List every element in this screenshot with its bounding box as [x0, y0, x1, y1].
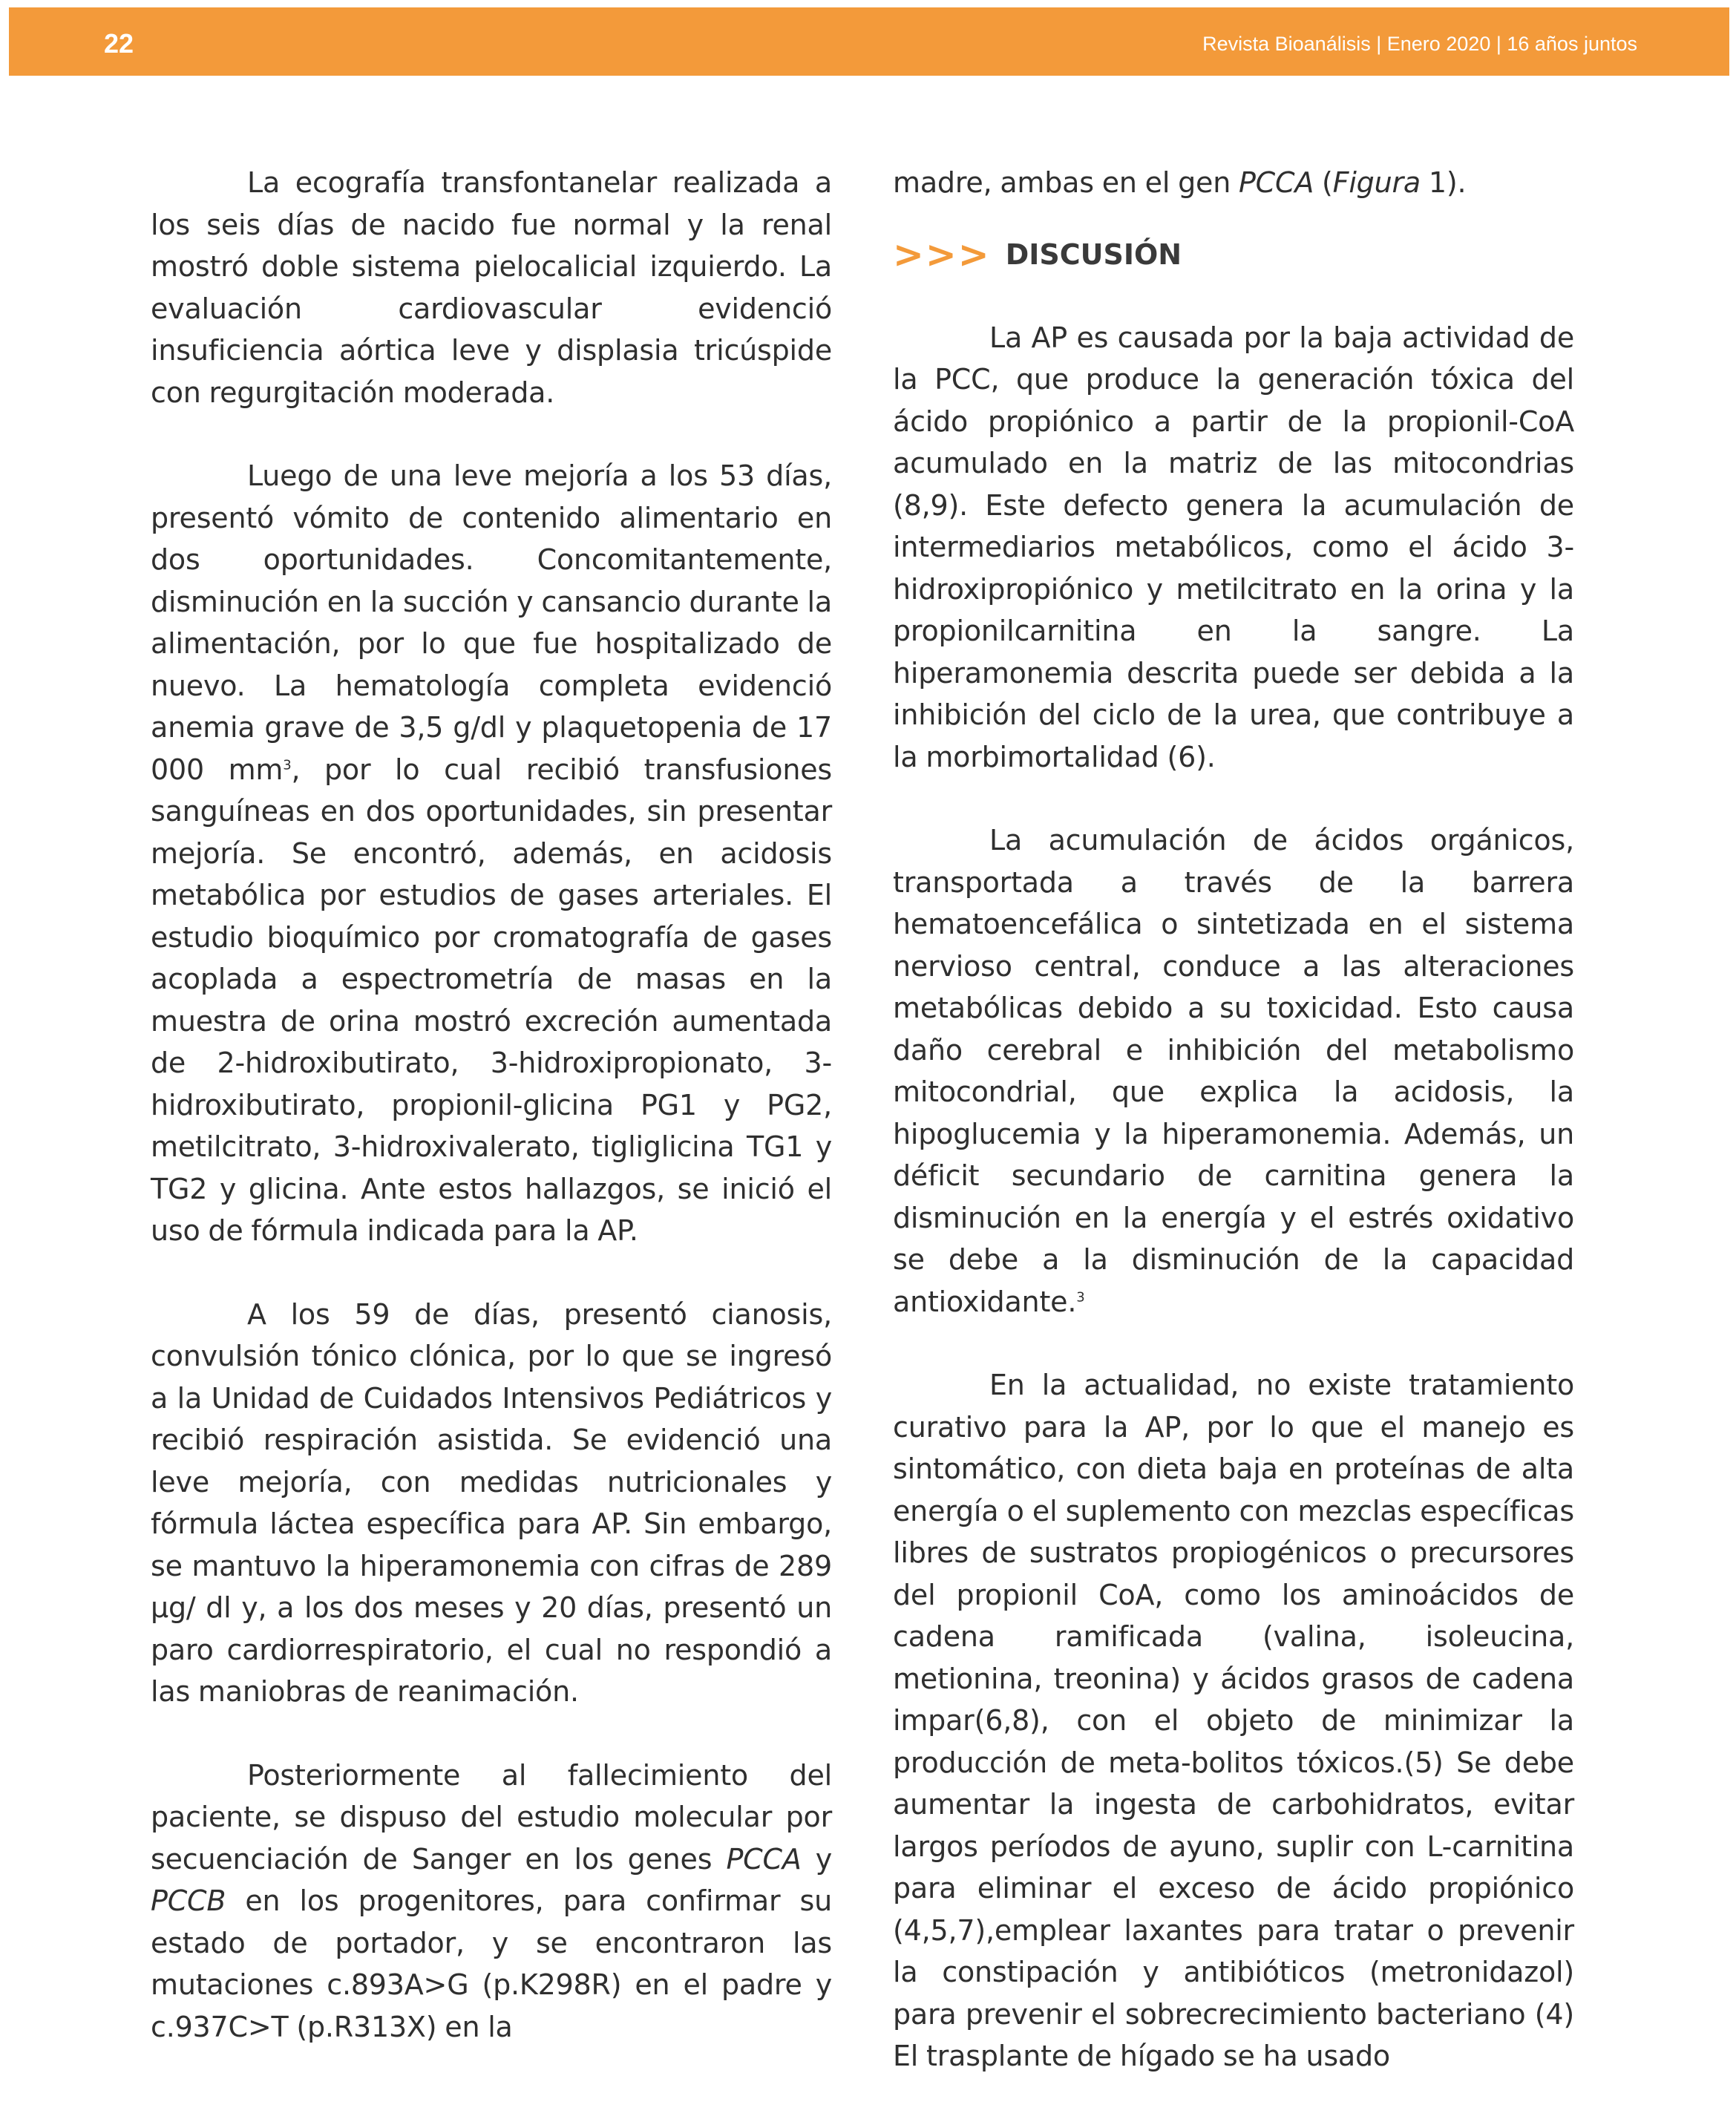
paragraph-text: en los progenitores, para confirmar su estado de portador, y se encontraron las mutaciones c.893A>G (p.K298R) en el padre y c.937C>T (p.R313X) en la: [151, 1884, 832, 2043]
section-title: DISCUSIÓN: [1005, 238, 1182, 271]
paragraph-icu: A los 59 de días, presentó cianosis, convulsión tónico clónica, por lo que se ingresó a la Unidad de Cuidados Intensivos Pediátricos y recibió respiración asistida. Se evidenció una leve mejoría, con medidas nutricionales y fórmula láctea específica para AP. Sin embargo, se mantuvo la hiperamonemia con cifras de 289 µg/ dl y, a los dos meses y 20 días, presentó un paro cardiorrespiratorio, el cual no respondió a las maniobras de reanimación.: [151, 1297, 832, 1708]
figure-reference: Figura: [1332, 166, 1421, 199]
chevrons-icon: >>>: [893, 232, 991, 276]
paragraph-text: madre, ambas en el gen: [893, 166, 1239, 199]
section-heading: [893, 234, 1574, 275]
paragraph-text: (: [1314, 166, 1333, 199]
paragraph-text: Luego de una leve mejoría a los 53 días, presentó vómito de contenido alimentario en dos oportunidades. Concomitantemente, disminución en la succión y cansancio durante la alimentación, por lo que fue hospitalizado de nuevo. La hematología completa evidenció anemia grave de 3,5 g/dl y plaquetopenia de 17 000 mm: [151, 459, 832, 786]
paragraph-text: La acumulación de ácidos orgánicos, transportada a través de la barrera hematoencefálica o sintetizada en el sistema nervioso central, conduce a las alteraciones metabólicas debido a su toxicidad. Esto causa daño cerebral e inhibición del metabolismo mitocondrial, que explica la acidosis, la hipoglucemia y la hiperamonemia. Además, un déficit secundario de carnitina genera la disminución en la energía y el estrés oxidativo se debe a la disminución de la capacidad antioxidante.: [893, 824, 1574, 1318]
page-header: [9, 7, 1729, 76]
paragraph-molecular: [151, 1755, 832, 2048]
paragraph-text: Posteriormente al fallecimiento del paciente, se dispuso del estudio molecular por secuenciación de Sanger en los genes: [151, 1758, 832, 1876]
paragraph-ultrasound: La ecografía transfontanelar realizada a los seis días de nacido fue normal y la renal mostró doble sistema pielocalicial izquierdo. La evaluación cardiovascular evidenció insuficiencia aórtica leve y displasia tricúspide con regurgitación moderada.: [151, 166, 832, 409]
page-number: 22: [104, 28, 134, 59]
gene-name: PCCA: [1238, 166, 1314, 199]
paragraph-continuation: [893, 162, 1574, 204]
running-head: Revista Bioanálisis | Enero 2020 | 16 años juntos: [1202, 33, 1637, 55]
superscript: 3: [283, 756, 292, 773]
paragraph-text: 1).: [1421, 166, 1467, 199]
left-column: [151, 162, 832, 2089]
gene-name: PCCA: [726, 1842, 802, 1876]
paragraph-text: y: [801, 1842, 833, 1876]
paragraph-discussion-1: La AP es causada por la baja actividad de la PCC, que produce la generación tóxica del ácido propiónico a partir de la propionil-CoA acumulado en la matriz de las mitocondrias (8,9). Este defecto genera la acumulación de intermediarios metabólicos, como el ácido 3-hidroxipropiónico y metilcitrato en la orina y la propionilcarnitina en la sangre. La hiperamonemia descrita puede ser debida a la inhibición del ciclo de la urea, que contribuye a la morbimortalidad (6).: [893, 321, 1574, 773]
paragraph-discussion-2: [893, 819, 1574, 1323]
paragraph-text: , por lo cual recibió transfusiones sanguíneas en dos oportunidades, sin presentar mejoría. Se encontró, además, en acidosis metabólica por estudios de gases arteriales. El estudio bioquímico por cromatografía de gases acoplada a espectrometría de masas en la muestra de orina mostró excreción aumentada de 2-hidroxibutirato, 3-hidroxipropionato, 3-hidroxibutirato, propionil-glicina PG1 y PG2, metilcitrato, 3-hidroxivalerato, tigliglicina TG1 y TG2 y glicina. Ante estos hallazgos, se inició el uso de fórmula indicada para la AP.: [151, 753, 832, 1247]
paragraph-discussion-3: En la actualidad, no existe tratamiento curativo para la AP, por lo que el manejo es sintomático, con dieta baja en proteínas de alta energía o el suplemento con mezclas específicas libres de sustratos propiogénicos o precursores del propionil CoA, como los aminoácidos de cadena ramificada (valina, isoleucina, metionina, treonina) y ácidos grasos de cadena impar(6,8), con el objeto de minimizar la producción de meta-bolitos tóxicos.(5) Se debe aumentar la ingesta de carbohidratos, evitar largos períodos de ayuno, suplir con L-carnitina para eliminar el exceso de ácido propiónico (4,5,7),emplear laxantes para tratar o prevenir la constipación y antibióticos (metronidazol) para prevenir el sobrecrecimiento bacteriano (4) El trasplante de hígado se ha usado: [893, 1369, 1574, 2072]
gene-name: PCCB: [151, 1884, 226, 1917]
paragraph-clinical-course: [151, 455, 832, 1252]
right-column: [893, 162, 1574, 2119]
superscript: 3: [1076, 1288, 1085, 1305]
